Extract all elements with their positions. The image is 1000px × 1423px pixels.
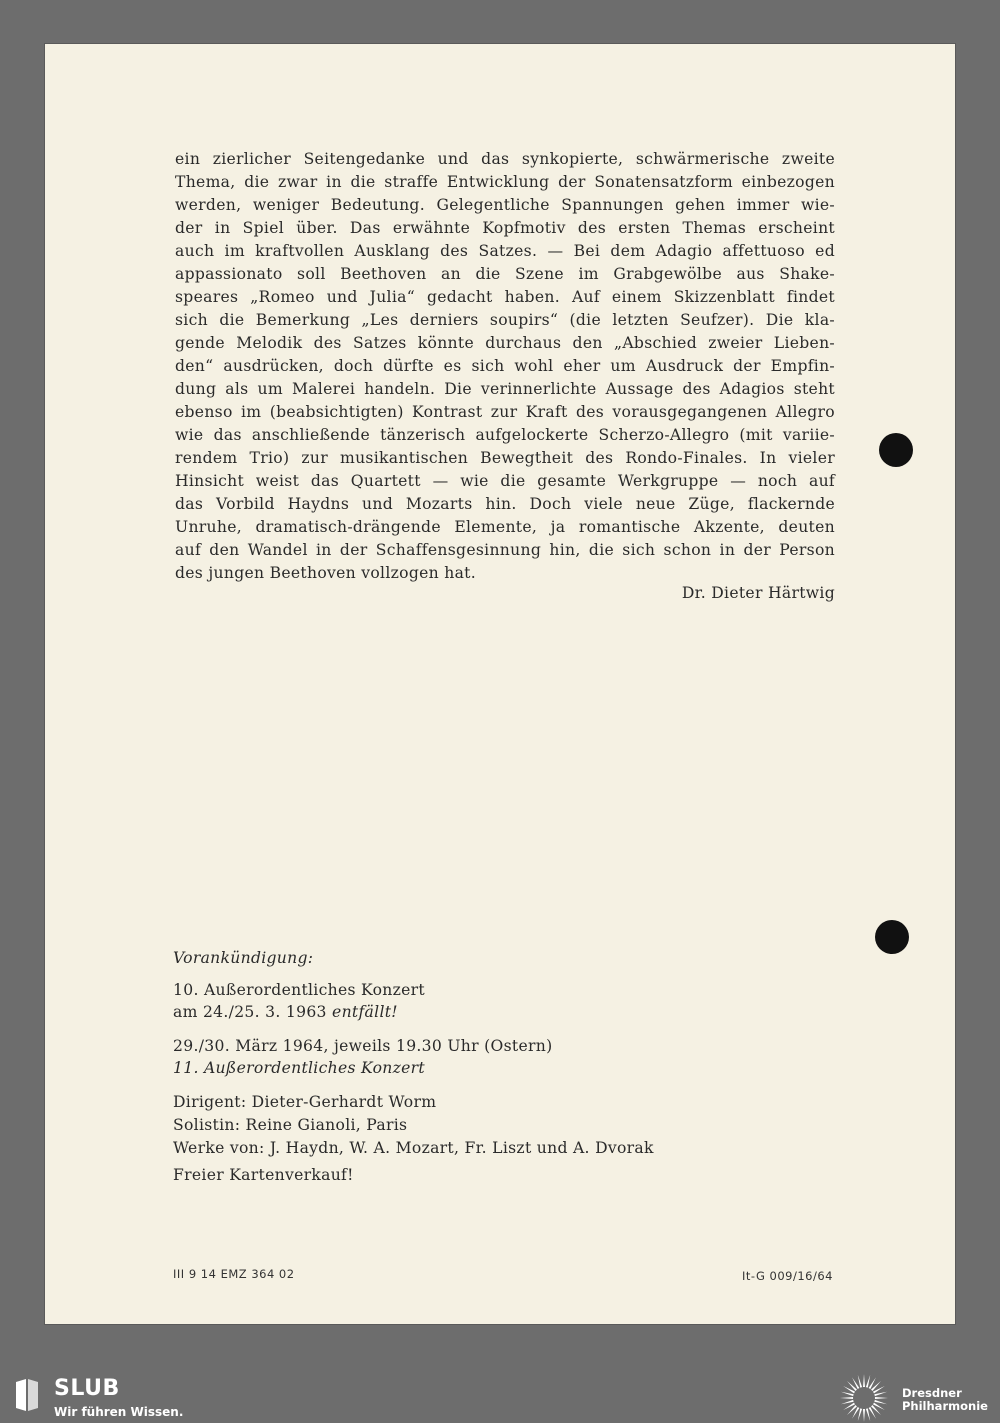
- print-code-right: It-G 009/16/64: [741, 1269, 833, 1283]
- essay-line: Hinsicht weist das Quartett — wie die gesamte Werkgruppe — noch auf: [175, 472, 835, 490]
- essay-line: das Vorbild Haydns und Mozarts hin. Doch viele neue Züge, flackernde: [175, 495, 835, 513]
- logo-ray: [863, 1409, 865, 1422]
- cancelled-concert-title: 10. Außerordentliches Konzert: [173, 981, 425, 999]
- logo-ray: [841, 1392, 854, 1396]
- logo-ray: [841, 1400, 854, 1404]
- logo-ray: [858, 1408, 862, 1421]
- essay-line: ein zierlicher Seitengedanke und das synkopierte, schwärmerische zweite: [175, 150, 835, 168]
- essay-line: ebenso im (beabsichtigten) Kontrast zur Kraft des vorausgegangenen Allegro: [175, 403, 835, 421]
- essay-line: den“ ausdrücken, doch dürfte es sich wohl eher um Ausdruck der Empfin-: [175, 357, 835, 375]
- essay-line: der in Spiel über. Das erwähnte Kopfmotiv des ersten Themas erscheint: [175, 219, 835, 237]
- logo-ray: [858, 1375, 862, 1388]
- logo-ray: [874, 1400, 887, 1404]
- essay-line: des jungen Beethoven vollzogen hat.: [175, 564, 477, 582]
- essay-line: Unruhe, dramatisch-drängende Elemente, ja romantische Akzente, deuten: [175, 518, 835, 536]
- essay-line: dung als um Malerei handeln. Die verinnerlichte Aussage des Adagios steht: [175, 380, 835, 398]
- concert-title: 11. Außerordentliches Konzert: [173, 1059, 425, 1077]
- cancelled-concert: [173, 979, 793, 1023]
- announcement: [173, 949, 793, 1187]
- essay-line: speares „Romeo und Julia“ gedacht haben. Auf einem Skizzenblatt findet: [175, 288, 835, 306]
- upcoming-concert: [173, 1035, 793, 1079]
- conductor: Dirigent: Dieter-Gerhardt Worm: [173, 1093, 437, 1111]
- essay-line: Thema, die zwar in die straffe Entwicklung der Sonatensatzform einbezogen: [175, 173, 835, 191]
- slub-tagline: Wir führen Wissen.: [54, 1405, 184, 1419]
- essay-line: sich die Bemerkung „Les derniers soupirs“ (die letzten Seufzer). Die kla-: [175, 311, 835, 329]
- logo-ray: [840, 1397, 853, 1399]
- essay-line: wie das anschließende tänzerisch aufgelockerte Scherzo-Allegro (mit variie-: [175, 426, 835, 444]
- logo-ray: [866, 1375, 870, 1388]
- essay-line: auch im kraftvollen Ausklang des Satzes. — Bei dem Adagio affettuoso ed: [175, 242, 835, 260]
- cancelled-date-text: am 24./25. 3. 1963: [173, 1003, 327, 1021]
- slub-logo-icon: [14, 1378, 40, 1412]
- logo-ray: [875, 1397, 888, 1399]
- punch-hole: [879, 433, 913, 467]
- essay-line: rendem Trio) zur musikantischen Bewegtheit des Rondo-Finales. In vieler: [175, 449, 835, 467]
- cancelled-concert-date: [173, 1001, 793, 1023]
- slub-name: SLUB: [54, 1376, 120, 1401]
- essay-line: auf den Wandel in der Schaffensgesinnung hin, die sich schon in der Person: [175, 541, 835, 559]
- logo-ray: [874, 1392, 887, 1396]
- logo-ray: [863, 1374, 865, 1387]
- ticket-info: Freier Kartenverkauf!: [173, 1166, 354, 1184]
- works: Werke von: J. Haydn, W. A. Mozart, Fr. Liszt und A. Dvorak: [173, 1139, 654, 1157]
- soloist: Solistin: Reine Gianoli, Paris: [173, 1116, 408, 1134]
- essay-text: [175, 148, 835, 585]
- philharmonie-label: Philharmonie: [902, 1399, 988, 1413]
- author-signature: Dr. Dieter Härtwig: [681, 584, 835, 602]
- document-page: [45, 44, 955, 1324]
- punch-hole: [875, 920, 909, 954]
- concert-date: 29./30. März 1964, jeweils 19.30 Uhr (Ostern): [173, 1037, 553, 1055]
- logo-ray: [866, 1408, 870, 1421]
- announcement-heading: Vorankündigung:: [173, 949, 314, 967]
- dresdner-label: Dresdner: [902, 1386, 962, 1400]
- dresdner-philharmonie-name: [902, 1387, 988, 1413]
- essay-line: appassionato soll Beethoven an die Szene im Grabgewölbe aus Shake-: [175, 265, 835, 283]
- dresdner-philharmonie-logo-icon: [838, 1373, 890, 1423]
- cancelled-status: entfällt!: [332, 1003, 398, 1021]
- essay-line: gende Melodik des Satzes könnte durchaus den „Abschied zweier Lieben-: [175, 334, 835, 352]
- print-code-left: III 9 14 EMZ 364 02: [173, 1267, 295, 1281]
- essay-line: werden, weniger Bedeutung. Gelegentliche Spannungen gehen immer wie-: [175, 196, 835, 214]
